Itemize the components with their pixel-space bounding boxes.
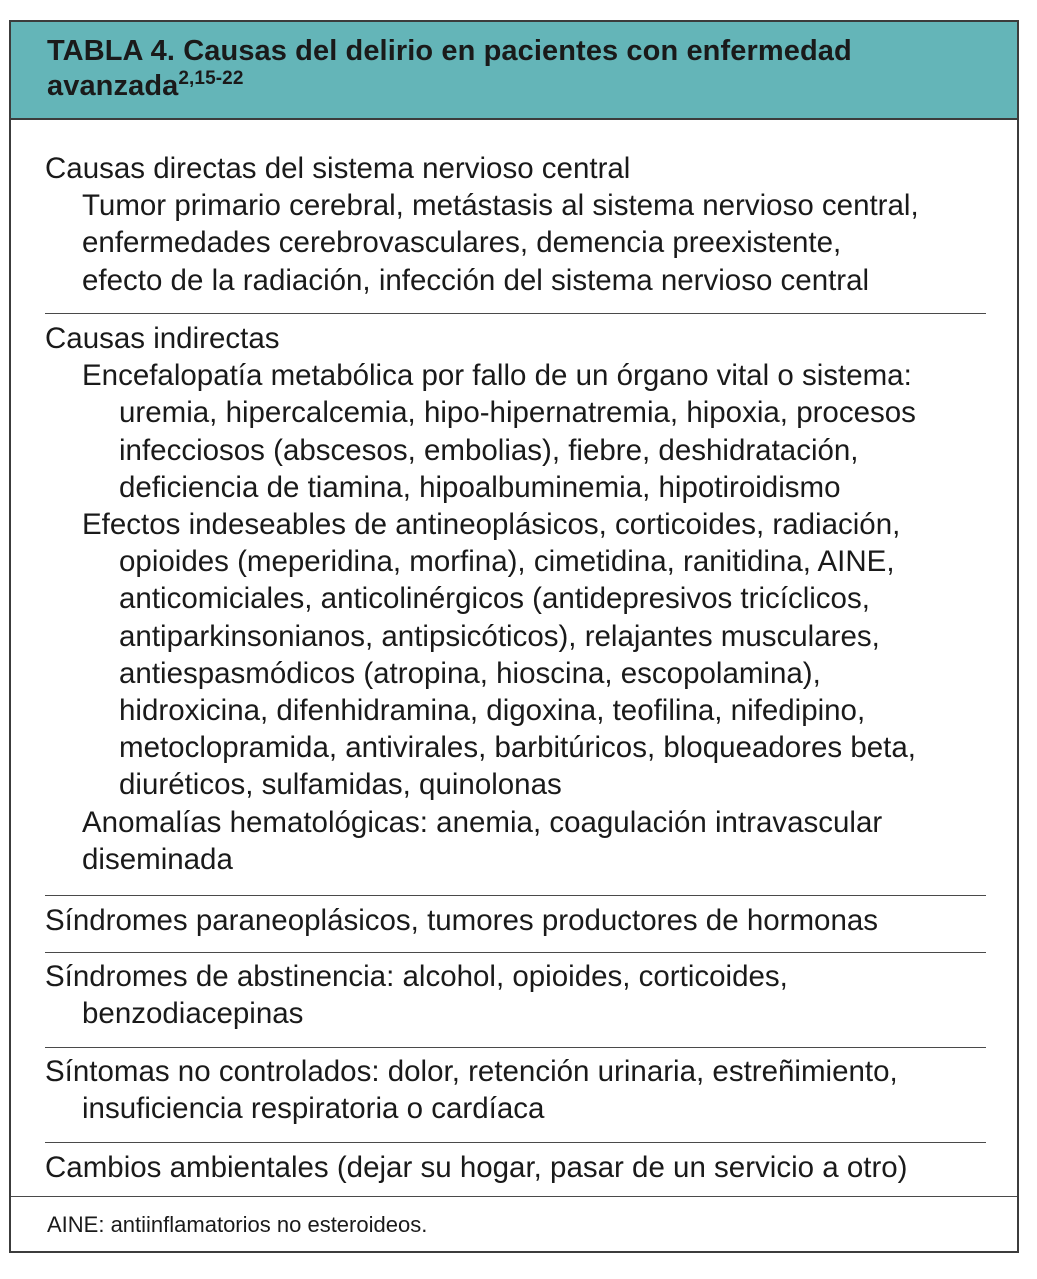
section-paraneoplastic: [45, 902, 986, 939]
section-item-line: diuréticos, sulfamidas, quinolonas: [119, 768, 562, 802]
table-header: [11, 22, 1017, 120]
subsection-heading: Encefalopatía metabólica por fallo de un órgano vital o sistema:: [82, 359, 912, 393]
row-divider: [45, 313, 986, 314]
section-indirect-causes: [45, 320, 986, 878]
table-footnote: AINE: antiinflamatorios no esteroideos.: [47, 1212, 428, 1237]
section-item-line: metoclopramida, antivirales, barbitúricos, bloqueadores beta,: [119, 731, 916, 765]
section-item-line: uremia, hipercalcemia, hipo-hipernatremia, hipoxia, procesos: [119, 396, 916, 430]
footnote-divider: [11, 1196, 1017, 1197]
section-heading: Cambios ambientales (dejar su hogar, pasar de un servicio a otro): [45, 1151, 908, 1184]
section-withdrawal: [45, 958, 986, 1032]
section-item-line: hidroxicina, difenhidramina, digoxina, teofilina, nifedipino,: [119, 694, 866, 728]
section-heading: Síntomas no controlados: dolor, retención urinaria, estreñimiento,: [45, 1055, 898, 1088]
section-item-line: diseminada: [82, 842, 233, 876]
table-title-text: TABLA 4. Causas del delirio en pacientes con enfermedad avanzada: [47, 35, 852, 102]
section-item-line: efecto de la radiación, infección del sistema nervioso central: [82, 263, 870, 297]
row-divider: [45, 1047, 986, 1048]
section-environmental: [45, 1149, 986, 1186]
section-uncontrolled-symptoms: [45, 1053, 986, 1127]
section-item-line: insuficiencia respiratoria o cardíaca: [82, 1092, 545, 1126]
section-item-line: deficiencia de tiamina, hipoalbuminemia, hipotiroidismo: [119, 470, 841, 504]
section-item-line: opioides (meperidina, morfina), cimetidina, ranitidina, AINE,: [119, 545, 895, 579]
section-item-line: benzodiacepinas: [82, 997, 304, 1031]
section-item-line: infecciosos (abscesos, embolias), fiebre, deshidratación,: [119, 433, 859, 467]
row-divider: [45, 952, 986, 953]
section-item-line: antiparkinsonianos, antipsicóticos), relajantes musculares,: [119, 619, 880, 653]
section-item-line: antiespasmódicos (atropina, hioscina, escopolamina),: [119, 656, 821, 690]
subsection-heading: Efectos indeseables de antineoplásicos, corticoides, radiación,: [82, 508, 901, 542]
row-divider: [45, 895, 986, 896]
row-divider: [45, 1142, 986, 1143]
section-heading: Causas indirectas: [45, 322, 280, 355]
section-heading: Síndromes paraneoplásicos, tumores productores de hormonas: [45, 904, 879, 937]
section-heading: Síndromes de abstinencia: alcohol, opioides, corticoides,: [45, 960, 788, 993]
table-container: [9, 20, 1019, 1253]
section-direct-causes: [45, 150, 986, 299]
section-item-line: enfermedades cerebrovasculares, demencia preexistente,: [82, 226, 842, 260]
table-title: [47, 34, 987, 104]
section-heading: Causas directas del sistema nervioso central: [45, 152, 631, 185]
subsection-heading: Anomalías hematológicas: anemia, coagulación intravascular: [82, 805, 883, 839]
section-item-line: anticomiciales, anticolinérgicos (antidepresivos tricíclicos,: [119, 582, 870, 616]
table-title-references: 2,15-22: [178, 68, 244, 89]
section-item-line: Tumor primario cerebral, metástasis al sistema nervioso central,: [82, 189, 919, 223]
